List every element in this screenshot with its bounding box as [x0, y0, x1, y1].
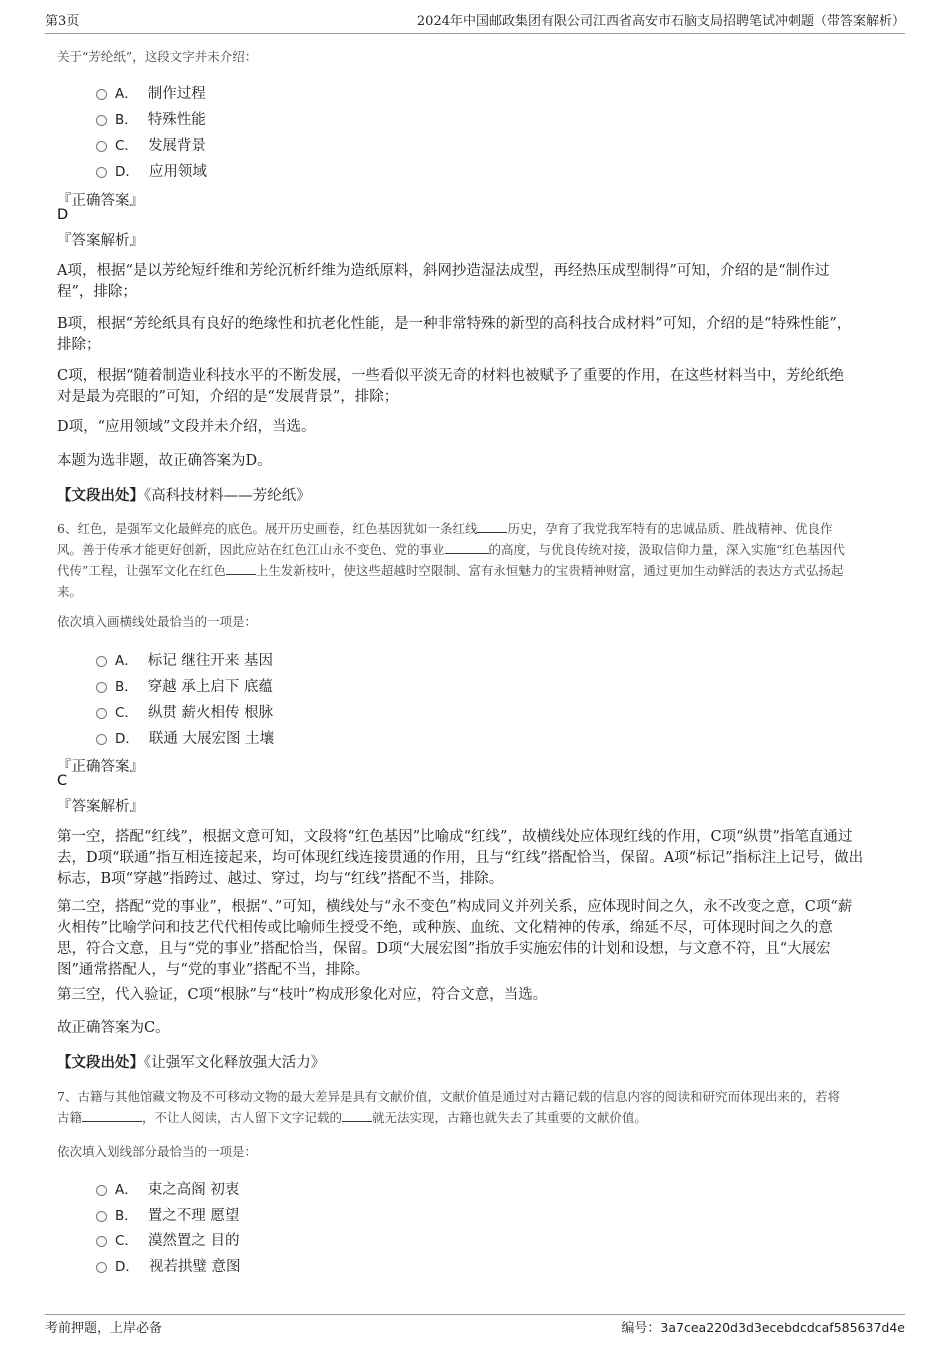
answer-value: C	[57, 773, 68, 789]
fill-blank	[445, 542, 489, 554]
fill-blank	[342, 1110, 372, 1122]
option-b[interactable]: B． 置之不理 愿望	[96, 1204, 239, 1224]
document-code: 编号：3a7cea220d3d3ecebdcdcaf585637d4e	[621, 1320, 905, 1336]
analysis-paragraph: 第二空，搭配“党的事业”，根据“、”可知，横线处与“永不变色”构成同义并列关系，应体现时间之久，永不改变之意，C项“薪 火相传”比喻学问和技艺代代相传或比喻师生授受不绝，或种族、血统、文化精神的传承，绵延不尽，可体现时间之久的意 思，符合文意，且与“党的事业”搭配恰当，保留。D项“大展宏图”指放手实施宏伟的计划和设想，与文意不符，且“大展宏 图”通常搭配人，与“党的事业”搭配不当，排除。	[57, 899, 853, 978]
option-c[interactable]: C． 纵贯 薪火相传 根脉	[96, 701, 273, 721]
option-d[interactable]: D． 视若拱璧 意图	[96, 1255, 241, 1275]
option-b[interactable]: B． 穿越 承上启下 底蕴	[96, 675, 273, 695]
radio-icon[interactable]	[96, 734, 107, 745]
fill-blank	[82, 1110, 142, 1122]
analysis-paragraph: A项，根据“是以芳纶短纤维和芳纶沉析纤维为造纸原料，斜网抄造湿法成型，再经热压成型制得”可知，介绍的是“制作过 程”，排除；	[57, 263, 830, 300]
radio-icon[interactable]	[96, 89, 107, 100]
question-prompt: 依次填入划线部分最恰当的一项是：	[57, 1144, 258, 1159]
radio-icon[interactable]	[96, 1262, 107, 1273]
option-a[interactable]: A． 束之高阁 初衷	[96, 1178, 239, 1198]
option-d[interactable]: D． 联通 大展宏图 土壤	[96, 727, 274, 747]
radio-icon[interactable]	[96, 682, 107, 693]
analysis-paragraph: B项，根据“芳纶纸具有良好的绝缘性和抗老化性能，是一种非常特殊的新型的高科技合成材料”可知，介绍的是“特殊性能”， 排除；	[57, 316, 852, 353]
question-prompt: 依次填入画横线处最恰当的一项是：	[57, 614, 258, 629]
source-line: 【文段出处】《高科技材料——芳纶纸》	[57, 487, 311, 504]
analysis-paragraph: C项，根据“随着制造业科技水平的不断发展，一些看似平淡无奇的材料也被赋予了重要的作用，在这些材料当中，芳纶纸绝 对是最为亮眼的”可知，介绍的是“发展背景”，排除；	[57, 368, 845, 405]
answer-label: 『正确答案』	[57, 193, 144, 209]
document-title: 2024年中国邮政集团有限公司江西省高安市石脑支局招聘笔试冲刺题（带答案解析）	[416, 14, 905, 29]
option-a[interactable]: A． 制作过程	[96, 82, 206, 102]
fill-blank	[477, 521, 507, 533]
question-prompt: 关于“芳纶纸”，这段文字并未介绍：	[57, 49, 258, 64]
radio-icon[interactable]	[96, 708, 107, 719]
source-line: 【文段出处】《让强军文化释放强大活力》	[57, 1054, 326, 1071]
option-c[interactable]: C． 发展背景	[96, 134, 206, 154]
option-b[interactable]: B． 特殊性能	[96, 108, 206, 128]
radio-icon[interactable]	[96, 141, 107, 152]
radio-icon[interactable]	[96, 167, 107, 178]
fill-blank	[226, 563, 256, 575]
page-footer	[45, 1314, 905, 1336]
question-stem: 7、古籍与其他馆藏文物及不可移动文物的最大差异是具有文献价值，文献价值是通过对古籍记载的信息内容的阅读和研究而体现出来的，若将 古籍 ，不让人阅读，古人留下文字记载的 就无法实现，古籍也就失去了其重要的文献价值。	[57, 1089, 840, 1125]
answer-label: 『正确答案』	[57, 759, 144, 775]
option-c[interactable]: C． 漠然置之 目的	[96, 1229, 240, 1249]
analysis-paragraph: 第三空，代入验证，C项“根脉”与“枝叶”构成形象化对应，符合文意，当选。	[57, 987, 548, 1003]
radio-icon[interactable]	[96, 1236, 107, 1247]
radio-icon[interactable]	[96, 1211, 107, 1222]
analysis-conclusion: 本题为选非题，故正确答案为D。	[57, 453, 272, 469]
radio-icon[interactable]	[96, 656, 107, 667]
page-number: 第3页	[45, 14, 80, 29]
option-a[interactable]: A． 标记 继往开来 基因	[96, 649, 273, 669]
page-header	[45, 10, 905, 34]
question-stem: 6、红色，是强军文化最鲜亮的底色。展开历史画卷，红色基因犹如一条红线 历史，孕育了我党我军特有的忠诚品质、胜战精神、优良作 风。善于传承才能更好创新，因此应站在红色江山永不变色、党的事业 的高度，与优良传统对接，汲取信仰力量，深入实施“红色基因代 代传”工程，让强军文化在红色 上生发新枝叶，使这些超越时空限制、富有永恒魅力的宝贵精神财富，通过更加生动鲜活的表达方式弘扬起 来。	[57, 521, 845, 599]
analysis-label: 『答案解析』	[57, 233, 144, 249]
analysis-label: 『答案解析』	[57, 799, 144, 815]
answer-value: D	[57, 207, 69, 223]
analysis-paragraph: 第一空，搭配“红线”，根据文意可知，文段将“红色基因”比喻成“红线”，故横线处应体现红线的作用，C项“纵贯”指笔直通过 去，D项“联通”指互相连接起来，均可体现红线连接贯通的作用，且与“红线”搭配恰当，保留。A项“标记”指标注上记号，做出 标志，B项“穿越”指跨过、越过、穿过，均与“红线”搭配不当，排除。	[57, 829, 864, 887]
analysis-conclusion: 故正确答案为C。	[57, 1020, 170, 1036]
footer-slogan: 考前押题，上岸必备	[45, 1321, 163, 1336]
radio-icon[interactable]	[96, 1185, 107, 1196]
analysis-paragraph: D项，“应用领域”文段并未介绍，当选。	[57, 419, 316, 435]
option-d[interactable]: D． 应用领域	[96, 160, 207, 180]
radio-icon[interactable]	[96, 115, 107, 126]
